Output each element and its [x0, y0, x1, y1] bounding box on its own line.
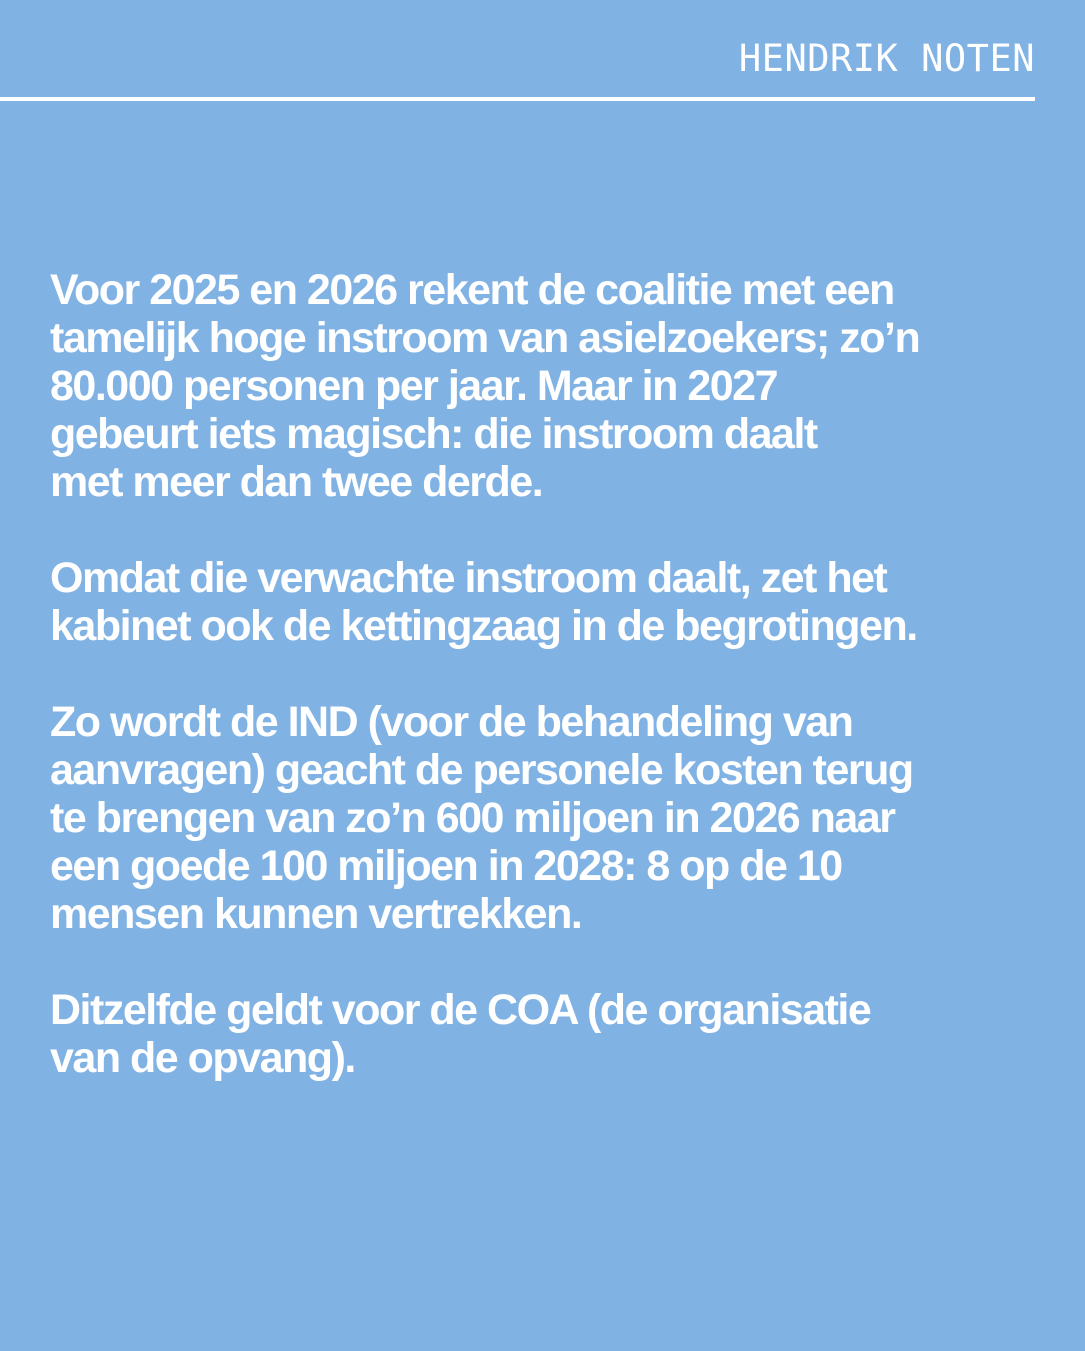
header	[0, 0, 1085, 104]
article-body	[50, 266, 1040, 1130]
paragraph-3: Zo wordt de IND (voor de behandeling van aanvragen) geacht de personele kosten terug te brengen van zo’n 600 miljoen in 2026 naar een goede 100 miljoen in 2028: 8 op de 10 mensen kunnen vertrekken.	[50, 698, 913, 938]
header-divider	[0, 97, 1035, 101]
author-name: HENDRIK NOTEN	[738, 37, 1035, 80]
paragraph-2: Omdat die verwachte instroom daalt, zet het kabinet ook de kettingzaag in de begrotingen.	[50, 554, 917, 650]
paragraph-1: Voor 2025 en 2026 rekent de coalitie met een tamelijk hoge instroom van asielzoekers; zo’n 80.000 personen per jaar. Maar in 2027 gebeurt iets magisch: die instroom daalt met meer dan twee derde.	[50, 266, 920, 506]
paragraph-4: Ditzelfde geldt voor de COA (de organisatie van de opvang).	[50, 986, 871, 1082]
